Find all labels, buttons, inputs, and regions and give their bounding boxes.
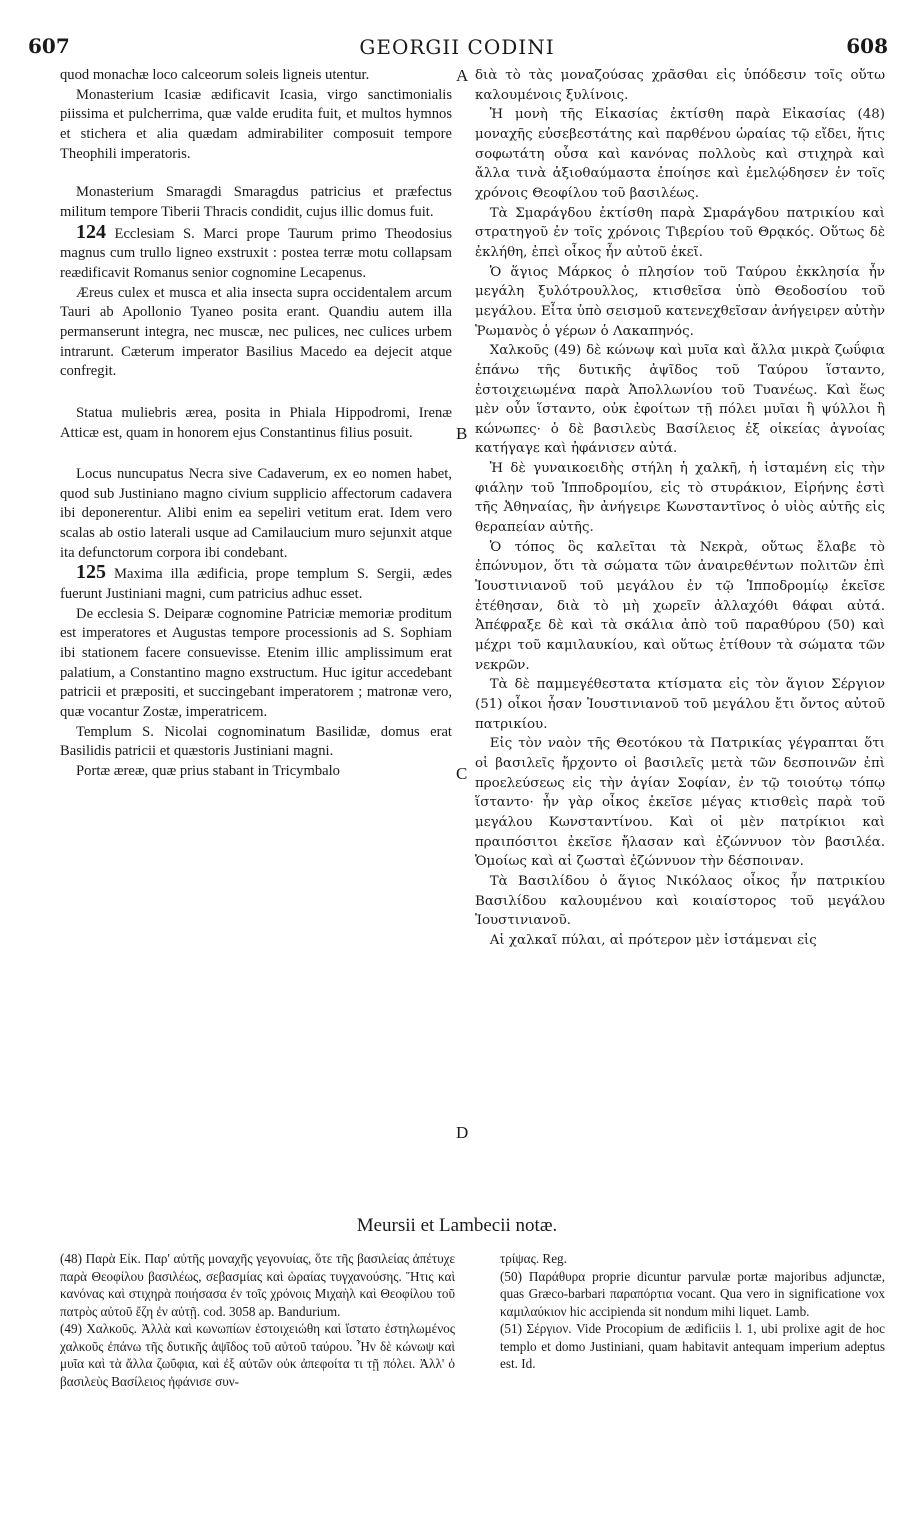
latin-paragraph: Templum S. Nicolai cognominatum Basilidæ, domus erat Basilidis patricii et quæstoris Justiniani magni. [60,723,452,760]
latin-paragraph-text: Maxima illa ædificia, prope templum S. Sergii, ædes fuerunt Justiniani magni, cum patricius adhuc esset. [60,566,452,603]
greek-paragraph: Χαλκοῦς (49) δὲ κώνωψ καὶ μυῖα καὶ ἄλλα μικρὰ ζωΰφια ἐπάνω τῆς δυτικῆς ἀψῖδος τοῦ Ταύρου ἵσταντο, ἐστοιχειωμένα παρὰ Ἀπολλωνίου τοῦ Τυανέως. Καὶ ἕως μὲν οὖν ἵσταντο, οὐκ ἐφοίτων τῇ πόλει μυῖαι ἢ ψύλλοι ἢ κώνωπες· ὁ δὲ βασιλεὺς Βασίλειος ἐξ οἰκείας ἀγνοίας κατήγαγε καὶ ἠφάνισεν αὐτά. [475,343,885,457]
notes-heading: Meursii et Lambecii notæ. [356,1215,558,1236]
latin-paragraph: Æreus culex et musca et alia insecta supra occidentalem arcum Tauri ab Apollonio Tyaneo posita erant. Quandiu autem illa permanserunt integra, nec muscæ, nec pulices, nec culices urbem intrarunt. Cæterum imperator Basilius Macedo ea dejecit atque confregit. [60,284,452,380]
latin-column [60,66,452,782]
footnote: (51) Σέργιον. Vide Procopium de ædificiis l. 1, ubi prolixe agit de hoc templo et domo Justiniani, quam habitavit antequam imperium adeptus est. Id. [500,1321,885,1371]
greek-paragraph: Τὰ δὲ παμμεγέθεστατα κτίσματα εἰς τὸν ἅγιον Σέργιον (51) οἶκοι ἦσαν Ἰουστινιανοῦ τοῦ μεγάλου ἔτι ὄντος αὐτοῦ πατρικίου. [475,677,885,732]
greek-paragraph: διὰ τὸ τὰς μοναζούσας χρᾶσθαι εἰς ὑπόδεσιν τοῖς οὕτω καλουμένοις ξυλίνοις. [475,68,885,103]
footnote: (49) Χαλκοῦς. Ἀλλὰ καὶ κωνωπίων ἐστοιχειώθη καὶ ἵστατο ἐστηλωμένος χαλκοῦς ἐπάνω τῆς δυτικῆς ἀψῖδος τοῦ αὐτοῦ ταύρου. Ἦν δὲ κώνωψ καὶ μυῖα καὶ τὰ ἄλλα ζωΰφια, καὶ ἐξ αὐτῶν οὐκ ἀπεφοίτα τι τῇ πόλει. Ἀλλ' ὁ βασιλεὺς Βασίλειος ἠφάνισε συν- [60,1321,455,1389]
margin-marker-b: B [456,424,468,443]
greek-paragraph: Ὁ ἅγιος Μάρκος ὁ πλησίον τοῦ Ταύρου ἐκκλησία ἦν μεγάλη ξυλότρουλλος, κτισθεῖσα ὑπὸ Θεοδοσίου τοῦ μεγάλου. Εἶτα ὑπὸ σεισμοῦ κατενεχθεῖσαν ἀνήγειρεν αὐτὴν Ῥωμανὸς ὁ γέρων ὁ Λακαπηνός. [475,264,885,339]
right-page-number: 608 [846,34,888,58]
section-number: 124 [76,220,107,243]
latin-paragraph: Monasterium Icasiæ ædificavit Icasia, virgo sanctimonialis piissima et pulcherrima, quæ valde erudita fuit, et multos hymnos et stichera et alia quædam admirabiliter composuit tempore Theophili imperatoris. [60,86,452,162]
greek-paragraph: Εἰς τὸν ναὸν τῆς Θεοτόκου τὰ Πατρικίας γέγραπται ὅτι οἱ βασιλεῖς ἤρχοντο οἱ βασιλεῖς μετὰ τῶν δεσποινῶν ἐπὶ προελεύσεως εἰς τὴν ἁγίαν Σοφίαν, ἐν τῷ τοιούτῳ τόπῳ ἵσταντο· ἦν γὰρ οἶκος ἐκεῖσε μέγας κτισθεὶς παρὰ τοῦ μεγάλου Κωνσταντίνου. Καὶ οἱ μὲν πατρίκιοι καὶ πραιπόσιτοι ἐκεῖσε ἤλασαν καὶ ἐζώννυον τὸν βασιλέα. Ὁμοίως καὶ αἱ ζωσταὶ ἐζώννυον τὴν δέσποιναν. [475,736,885,870]
footnote: τρίψας. Reg. [500,1251,567,1266]
greek-paragraph: Ἡ μονὴ τῆς Εἰκασίας ἐκτίσθη παρὰ Εἰκασίας (48) μοναχῆς εὐσεβεστάτης καὶ παρθένου ὡραίας τῷ εἴδει, ἥτις σοφωτάτη οὖσα καὶ κανόνας πολλοὺς καὶ στιχηρὰ καὶ ἄλλα τινὰ ἀξιοθαύμαστα ἐποίησε καὶ ἐμελῴδησεν ἐν τοῖς χρόνοις Θεοφίλου τοῦ βασιλέως. [475,107,885,201]
notes-right-column [500,1250,885,1373]
latin-paragraph: De ecclesia S. Deiparæ cognomine Patriciæ memoriæ proditum est imperatores et Augustas tempore processionis ad S. Sophiam ibi stationem facere consuevisse. Etenim illic amplissimum erat palatium, a Constantino magno exstructum. Huc igitur accedebant patricii et præpositi, et succingebant imperatorem ; matronæ vero, quæ vocantur Zostæ, imperatricem. [60,605,452,721]
latin-paragraph-124 [60,220,452,284]
latin-paragraph-125 [60,563,452,604]
latin-paragraph: Portæ æreæ, quæ prius stabant in Tricymbalo [76,763,340,779]
footnote: (48) Παρὰ Εἰκ. Παρ' αὐτῆς μοναχῆς γεγονυίας, ὅτε τῆς βασιλείας ἀπέτυχε παρὰ Θεοφίλου βασιλέως, σεβασμίας καὶ ὡραίας τυγχανούσης. Ἥτις καὶ κανόνας καὶ στιχηρὰ ποιήσασα ἐν τοῖς χρόνοις Μιχαὴλ καὶ Θεοφίλου τοῦ πατρὸς αὐτοῦ ἔζη ἐν αὐτῇ. cod. 3058 ap. Bandurium. [60,1251,455,1319]
greek-column [475,66,885,951]
latin-paragraph: Statua muliebris ærea, posita in Phiala Hippodromi, Irenæ Atticæ est, quam in honorem ejus Constantinus filius posuit. [60,404,452,441]
greek-paragraph: Ἡ δὲ γυναικοειδὴς στήλη ἡ χαλκῆ, ἡ ἱσταμένη εἰς τὴν φιάλην τοῦ Ἱπποδρομίου, εἰς τὸ στυράκιον, Εἰρήνης ἐστὶ τῆς Ἀθηναίας, ἣν ἀνήγειρε Κωνσταντῖνος ὁ υἱὸς αὐτῆς εἰς θεραπείαν αὐτῆς. [475,461,885,536]
section-number: 125 [76,561,107,584]
margin-marker-d: D [456,1123,469,1142]
running-title: GEORGII CODINI [359,35,555,59]
latin-paragraph: Monasterium Smaragdi Smaragdus patricius et præfectus militum tempore Tiberii Thracis condidit, cujus illic domus fuit. [60,184,452,220]
latin-paragraph: Locus nuncupatus Necra sive Cadaverum, ex eo nomen habet, quod sub Justiniano magno civium supplicio affectorum cadavera ibi deponerentur. Alibi enim ea sepeliri vetitum erat. Idem vero scalas ab ostio laterali usque ad Camilaucium muro sejunxit atque ita defunctorum corpora ibi condebant. [60,466,452,561]
latin-paragraph: quod monachæ loco calceorum soleis ligneis utentur. [60,67,370,83]
margin-marker-c: C [456,764,468,783]
latin-paragraph-text: Ecclesiam S. Marci prope Taurum primo Theodosius magnus cum trullo ligneo exstruxit : postea terræ motu collapsam reædificavit Romanus senior cognomine Lecapenus. [60,225,452,281]
greek-paragraph: Τὰ Βασιλίδου ὁ ἅγιος Νικόλαος οἶκος ἦν πατρικίου Βασιλίδου καλουμένου καὶ κοιαίστορος τοῦ μεγάλου Ἰουστινιανοῦ. [475,873,885,929]
greek-paragraph: Τὰ Σμαράγδου ἐκτίσθη παρὰ Σμαράγδου πατρικίου καὶ στρατηγοῦ ἐν τοῖς χρόνοις Τιβερίου τοῦ Θρᾳκός. Οὕτως δὲ ἐκλήθη, ἐπεὶ οἶκος ἦν αὐτοῦ ἐκεῖ. [475,205,885,260]
greek-paragraph: Ὁ τόπος ὃς καλεῖται τὰ Νεκρὰ, οὕτως ἔλαβε τὸ ἐπώνυμον, ὅτι τὰ σώματα τῶν ἀναιρεθέντων πολιτῶν ἐπὶ Ἰουστινιανοῦ τοῦ μεγάλου ἐν τῷ Ἱπποδρομίῳ ἐκεῖσε ἐτέθησαν, διὰ τὸ μὴ χωρεῖν ἀλλαχόθι θάφαι αὐτά. Ἀπέφραξε δὲ καὶ τὰ σκάλια ἀπὸ τοῦ παραθύρου (50) καὶ μέχρι τοῦ καμιλαυκίου, καὶ οὕτως ἐτίθουν τὰ σώματα τῶν νεκρῶν. [475,539,885,673]
greek-paragraph: Αἱ χαλκαῖ πύλαι, αἱ πρότερον μὲν ἱστάμεναι εἰς [489,932,817,948]
footnote: (50) Παράθυρα proprie dicuntur parvulæ portæ majoribus adjunctæ, quas Græco-barbari παραπόρτια vocant. Qua vero in significatione vox καμιλαύκιον hic accipienda sit nondum mihi liquet. Lamb. [500,1268,885,1319]
left-page-number: 607 [28,34,70,58]
margin-marker-a: A [456,66,469,85]
notes-left-column [60,1250,455,1390]
